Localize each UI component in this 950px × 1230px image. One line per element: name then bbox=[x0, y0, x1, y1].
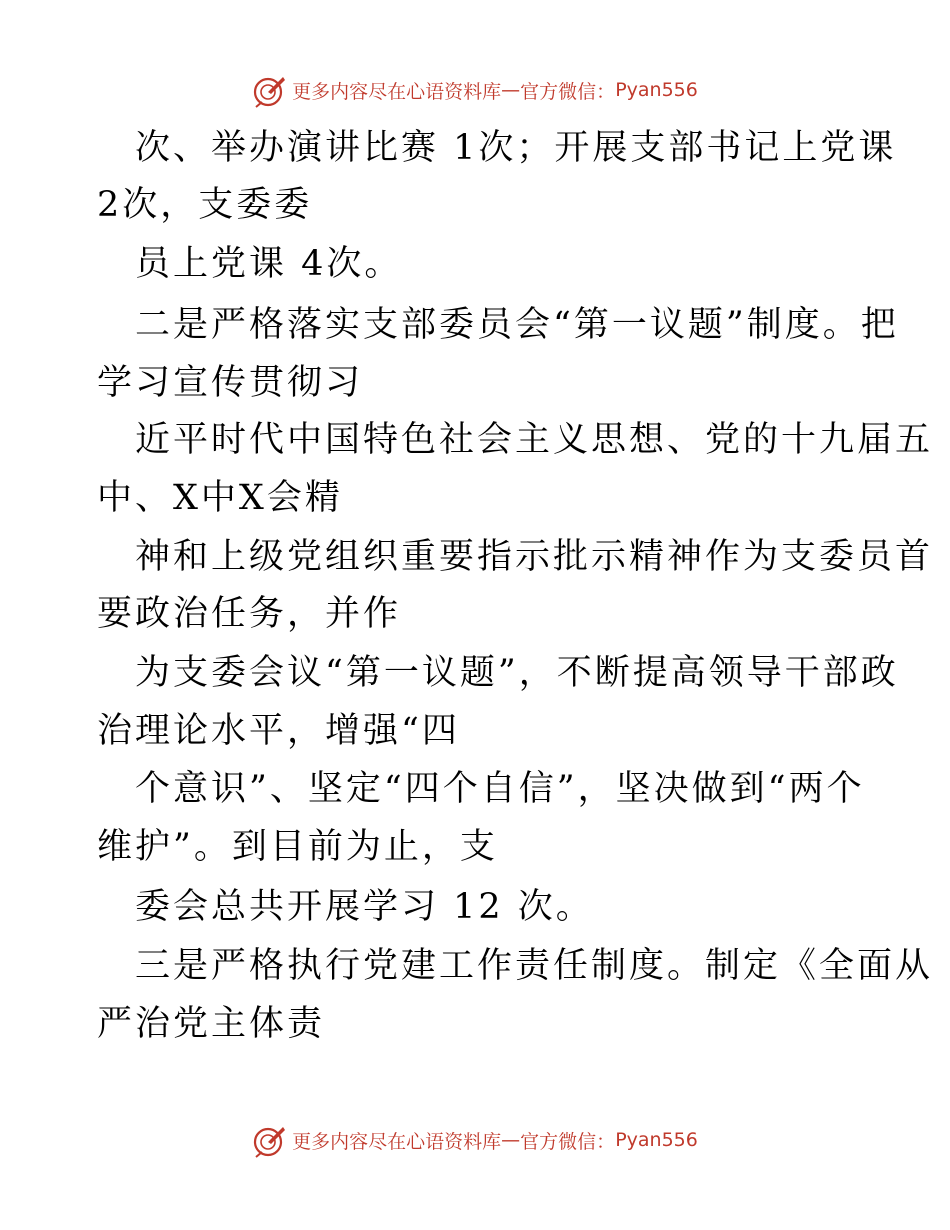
watermark-wechat-id: Pyan556 bbox=[615, 79, 698, 101]
watermark-text: 更多内容尽在心语资料库 bbox=[292, 1130, 502, 1153]
text-line: 二是严格落实支部委员会“第一议题”制度。把 bbox=[135, 305, 899, 345]
text-line: 学习宣传贯彻习 bbox=[97, 363, 364, 403]
text-line: 治理论水平，增强“四 bbox=[97, 711, 460, 751]
watermark-wechat-label: 官方微信： bbox=[520, 1130, 616, 1153]
text-line: 2次，支委委 bbox=[97, 185, 313, 225]
text-line: 委会总共开展学习 12 次。 bbox=[135, 887, 594, 927]
watermark-text: 更多内容尽在心语资料库 bbox=[292, 80, 502, 103]
text-line: 为支委会议“第一议题”，不断提高领导干部政 bbox=[135, 653, 899, 693]
text-line: 维护”。到目前为止，支 bbox=[97, 827, 498, 867]
text-line: 次、举办演讲比赛 1次；开展支部书记上党课 bbox=[135, 128, 897, 168]
text-line: 个意识”、坚定“四个自信”，坚决做到“两个 bbox=[135, 769, 865, 809]
watermark-banner-top bbox=[0, 70, 950, 110]
text-line: 严治党主体责 bbox=[97, 1004, 326, 1044]
watermark-wechat-id: Pyan556 bbox=[615, 1129, 698, 1151]
text-line: 三是严格执行党建工作责任制度。制定《全面从 bbox=[135, 946, 934, 986]
watermark-separator: — bbox=[501, 79, 521, 101]
watermark-banner-bottom bbox=[0, 1120, 950, 1160]
text-line: 中、X中X会精 bbox=[97, 478, 343, 518]
text-line: 神和上级党组织重要指示批示精神作为支委员首 bbox=[135, 537, 934, 577]
text-line: 要政治任务，并作 bbox=[97, 594, 402, 634]
text-line: 近平时代中国特色社会主义思想、党的十九届五 bbox=[135, 420, 934, 460]
pen-nib-logo-icon bbox=[252, 1122, 288, 1158]
pen-nib-logo-icon bbox=[252, 72, 288, 108]
watermark-wechat-label: 官方微信： bbox=[520, 80, 616, 103]
text-line: 员上党课 4次。 bbox=[135, 244, 403, 284]
watermark-separator: — bbox=[501, 1129, 521, 1151]
